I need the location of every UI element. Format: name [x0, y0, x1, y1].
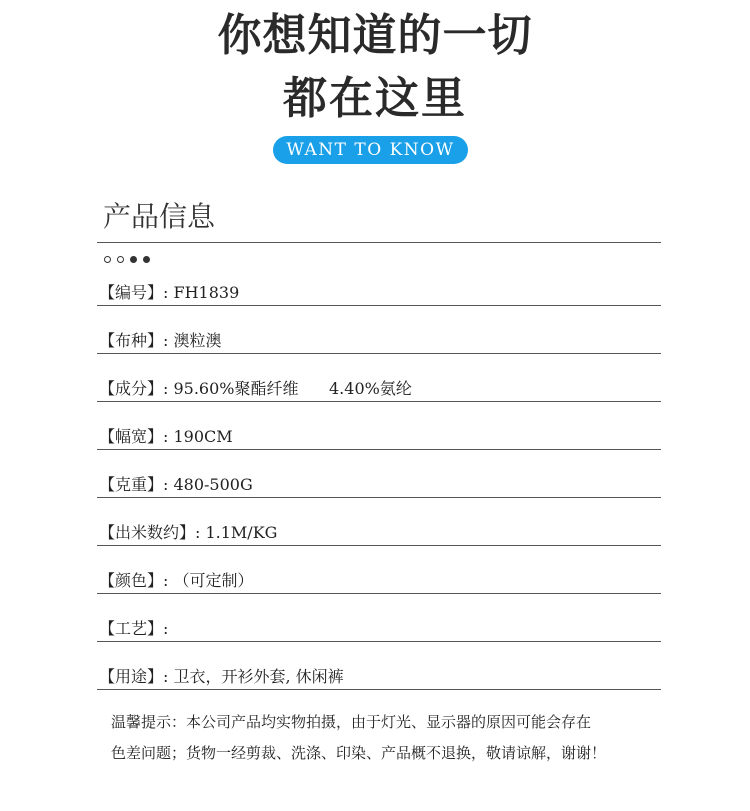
row-divider [97, 401, 661, 402]
spec-row-process [97, 620, 661, 642]
spec-row-width [97, 428, 661, 450]
spec-row-text: 【幅宽】: 190CM [99, 427, 233, 446]
spec-row-weight [97, 476, 661, 498]
dot-indicator [104, 254, 150, 264]
headline-line-2: 都在这里 [283, 73, 467, 124]
spec-row-composition [97, 380, 661, 402]
row-divider [97, 305, 661, 306]
spec-row-usage [97, 668, 661, 690]
row-divider [97, 497, 661, 498]
spec-row-yield [97, 524, 661, 546]
section-title: 产品信息 [103, 200, 216, 233]
row-divider [97, 545, 661, 546]
row-divider [97, 689, 661, 690]
dot-filled-icon [143, 256, 150, 263]
spec-row-text: 【颜色】: （可定制） [99, 571, 254, 590]
spec-row-text: 【用途】: 卫衣，开衫外套, 休闲裤 [99, 667, 344, 686]
want-to-know-badge: WANT TO KNOW [273, 136, 468, 164]
spec-row-code [97, 284, 661, 306]
spec-row-text: 【编号】: FH1839 [99, 283, 240, 302]
notice-line-1: 温馨提示：本公司产品均实物拍摄，由于灯光、显示器的原因可能会存在 [111, 713, 592, 731]
spec-row-color [97, 572, 661, 594]
spec-row-text: 【工艺】: [99, 619, 169, 638]
row-divider [97, 593, 661, 594]
row-divider [97, 641, 661, 642]
spec-row-text: 【成分】: 95.60%聚酯纤维 4.40%氨纶 [99, 379, 412, 398]
section-divider [97, 242, 661, 243]
notice-line-2: 色差问题；货物一经剪裁、洗涤、印染、产品概不退换，敬请谅解，谢谢！ [111, 744, 607, 762]
row-divider [97, 449, 661, 450]
spec-row-text: 【克重】: 480-500G [99, 475, 253, 494]
spec-row-fabric-type [97, 332, 661, 354]
spec-row-text: 【出米数约】: 1.1M/KG [99, 523, 278, 542]
dot-hollow-icon [104, 256, 111, 263]
spec-row-text: 【布种】: 澳粒澳 [99, 331, 222, 350]
headline-line-1: 你想知道的一切 [217, 10, 533, 61]
row-divider [97, 353, 661, 354]
dot-filled-icon [130, 256, 137, 263]
dot-hollow-icon [117, 256, 124, 263]
